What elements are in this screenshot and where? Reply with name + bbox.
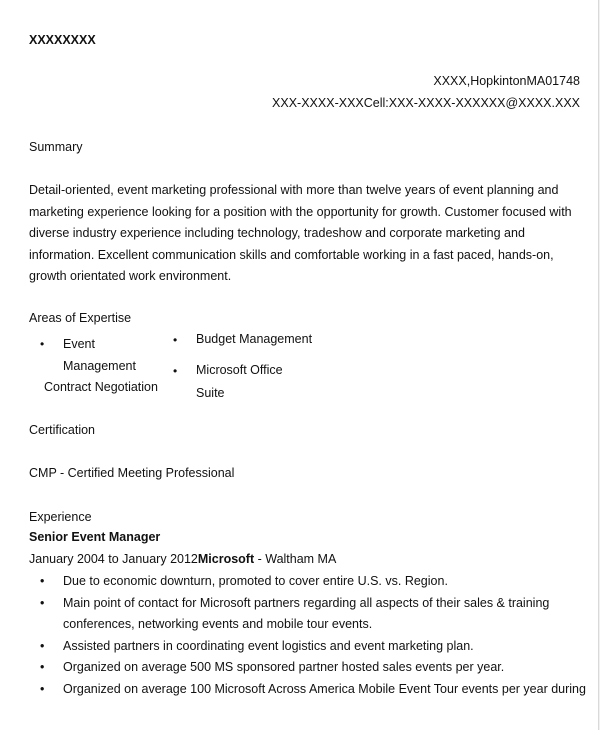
- job-location: - Waltham MA: [254, 552, 337, 566]
- experience-heading: Experience: [29, 510, 92, 524]
- job-title: Senior Event Manager: [29, 530, 161, 544]
- list-item-text: Due to economic downturn, promoted to cover entire U.S. vs. Region.: [63, 574, 448, 588]
- contact-line: XXX-XXXX-XXXCell:XXX-XXXX-XXXXXX@XXXX.XXX: [272, 96, 580, 110]
- expertise-item: Event: [63, 337, 95, 351]
- candidate-name: XXXXXXXX: [29, 33, 96, 47]
- bullet-icon: •: [40, 337, 45, 351]
- expertise-item: Management: [63, 359, 136, 373]
- summary-line: information. Excellent communication skills and comfortable working in a fast paced, hands-on,: [29, 247, 554, 262]
- bullet-icon: •: [40, 660, 45, 674]
- list-item-text: Organized on average 500 MS sponsored partner hosted sales events per year.: [63, 660, 505, 674]
- list-item-text: Main point of contact for Microsoft partners regarding all aspects of their sales & training: [63, 595, 550, 610]
- list-item: [40, 593, 585, 615]
- list-item: [40, 636, 585, 658]
- job-dates: January 2004 to January 2012: [29, 552, 198, 566]
- list-item-text: conferences, networking events and mobile tour events.: [63, 617, 373, 631]
- bullet-icon: •: [173, 364, 178, 378]
- summary-line: Detail-oriented, event marketing professional with more than twelve years of event planning and: [29, 183, 559, 197]
- list-item: [40, 571, 585, 593]
- expertise-item: Contract Negotiation: [44, 380, 158, 394]
- job-company: Microsoft: [197, 552, 255, 566]
- list-item-text: Organized on average 100 Microsoft Across America Mobile Event Tour events per year during: [63, 681, 586, 696]
- summary-heading: Summary: [29, 140, 83, 154]
- certification-item: CMP - Certified Meeting Professional: [29, 466, 235, 480]
- certification-heading: Certification: [29, 423, 95, 437]
- summary-line: diverse industry experience including technology, tradeshow and corporate marketing and: [29, 226, 525, 240]
- expertise-heading: Areas of Expertise: [29, 311, 132, 325]
- expertise-item: Microsoft Office: [196, 363, 283, 377]
- bullet-icon: •: [173, 333, 178, 347]
- summary-line: marketing experience looking for a position with the opportunity for growth. Customer focused with: [29, 204, 572, 219]
- summary-line: growth orientated work environment.: [29, 269, 232, 283]
- bullet-icon: •: [40, 681, 45, 696]
- bullet-icon: •: [40, 574, 45, 588]
- expertise-item: Budget Management: [196, 332, 313, 346]
- expertise-item: Suite: [196, 386, 225, 400]
- experience-bullets: [40, 571, 585, 700]
- bullet-icon: •: [40, 638, 45, 653]
- list-item-text: Assisted partners in coordinating event logistics and event marketing plan.: [63, 638, 474, 653]
- list-item-continuation: [40, 614, 585, 636]
- bullet-icon: •: [40, 595, 45, 610]
- job-meta: [29, 552, 336, 566]
- list-item: [40, 657, 585, 679]
- summary-paragraph: [29, 180, 574, 288]
- address-line: XXXX,HopkintonMA01748: [433, 74, 580, 88]
- list-item: [40, 679, 585, 701]
